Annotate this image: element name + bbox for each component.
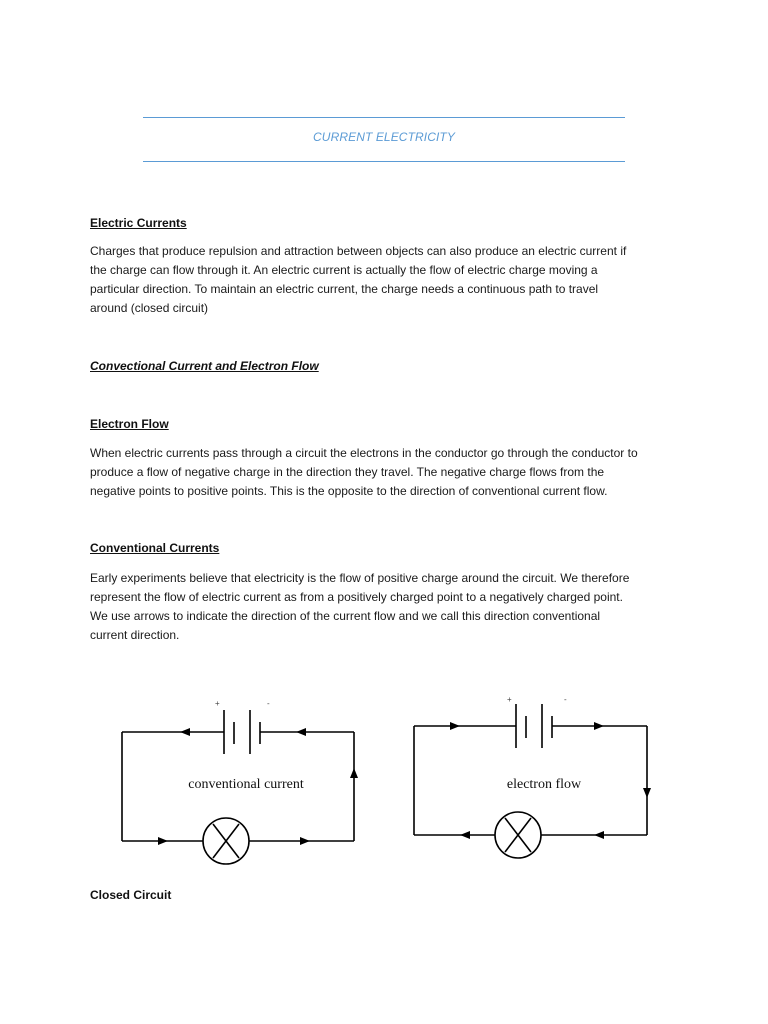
paragraph-line: Charges that produce repulsion and attraction between objects can also produce an electric current if: [90, 244, 627, 258]
arrow-right-icon: [300, 837, 310, 845]
diagram-label: conventional current: [188, 777, 304, 792]
paragraph-conventional-currents: [90, 569, 690, 645]
arrow-left-icon: [296, 728, 306, 736]
arrow-right-icon: [594, 722, 604, 730]
paragraph-line: negative points to positive points. This is the opposite to the direction of conventional current flow.: [90, 484, 608, 498]
document-title: CURRENT ELECTRICITY: [313, 130, 455, 144]
battery-minus-label: -: [564, 696, 567, 704]
arrow-left-icon: [460, 831, 470, 839]
arrow-right-icon: [450, 722, 460, 730]
paragraph-electron-flow: [90, 444, 690, 501]
battery-plus-label: +: [507, 696, 512, 704]
paragraph-line: the charge can flow through it. An electric current is actually the flow of electric charge moving a: [90, 263, 598, 277]
battery-minus-label: -: [267, 699, 270, 708]
arrow-left-icon: [594, 831, 604, 839]
heading-electron-flow: Electron Flow: [90, 417, 169, 431]
title-rule-bottom: [143, 161, 625, 162]
heading-closed-circuit: Closed Circuit: [90, 888, 172, 902]
arrow-down-icon: [643, 788, 651, 798]
arrow-right-icon: [158, 837, 168, 845]
paragraph-line: current direction.: [90, 628, 180, 642]
heading-conventional-currents: Conventional Currents: [90, 541, 220, 555]
paragraph-line: represent the flow of electric current as from a positively charged point to a negatively charged point.: [90, 590, 623, 604]
diagram-label: electron flow: [506, 777, 582, 792]
paragraph-line: Early experiments believe that electricity is the flow of positive charge around the circuit. We therefore: [90, 571, 630, 585]
paragraph-line: particular direction. To maintain an electric current, the charge needs a continuous path to travel: [90, 282, 599, 296]
paragraph-line: around (closed circuit): [90, 301, 209, 315]
paragraph-line: When electric currents pass through a circuit the electrons in the conductor go through the conductor to: [90, 446, 638, 460]
arrow-left-icon: [180, 728, 190, 736]
title-rule-top: [143, 117, 625, 118]
arrow-up-icon: [350, 768, 358, 778]
paragraph-electric-currents: [90, 242, 690, 318]
paragraph-line: We use arrows to indicate the direction of the current flow and we call this direction conventional: [90, 609, 601, 623]
electron-flow-diagram: [404, 696, 660, 871]
battery-plus-label: +: [215, 699, 220, 708]
heading-electric-currents: Electric Currents: [90, 216, 187, 230]
paragraph-line: produce a flow of negative charge in the direction they travel. The negative charge flows from the: [90, 465, 605, 479]
conventional-current-diagram: [112, 696, 368, 871]
heading-conventional-vs-electron: Convectional Current and Electron Flow: [90, 359, 319, 373]
